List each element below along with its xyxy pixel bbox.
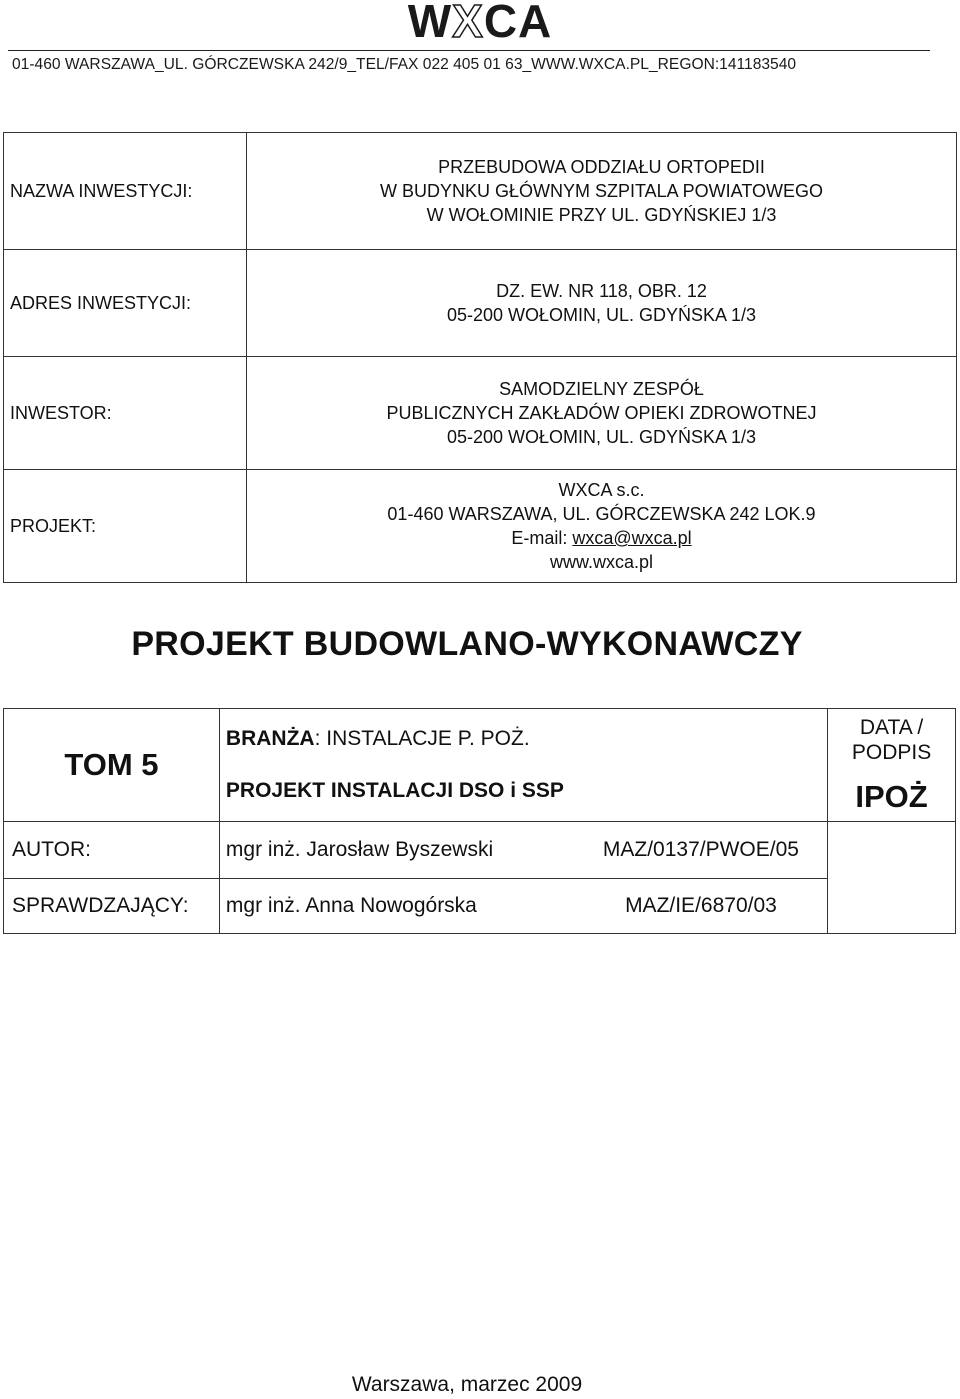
ipoz-label: IPOŻ bbox=[855, 779, 928, 814]
investment-info-table bbox=[3, 132, 957, 583]
company-logo bbox=[0, 0, 960, 47]
email-prefix: E-mail: bbox=[511, 528, 573, 548]
discipline-label: BRANŻA bbox=[225, 727, 315, 750]
text-line: SAMODZIELNY ZESPÓŁ bbox=[499, 379, 704, 399]
table-row bbox=[4, 357, 957, 470]
volume-table bbox=[3, 708, 956, 934]
logo-letter-x: X bbox=[452, 0, 484, 47]
website-text: www.wxca.pl bbox=[549, 552, 654, 572]
project-label: PROJEKT: bbox=[4, 470, 247, 583]
author-role: AUTOR: bbox=[4, 822, 220, 879]
text-line: W WOŁOMINIE PRZY UL. GDYŃSKIEJ 1/3 bbox=[426, 205, 777, 225]
logo-letter-w: W bbox=[407, 0, 453, 47]
date-label: DATA / bbox=[859, 716, 924, 739]
table-row bbox=[4, 709, 956, 822]
email-line bbox=[247, 526, 956, 550]
table-row bbox=[4, 822, 956, 879]
logo-letters-ca: CA bbox=[483, 0, 553, 47]
email-link[interactable]: wxca@wxca.pl bbox=[572, 528, 692, 548]
table-row bbox=[4, 133, 957, 250]
signature-box bbox=[828, 822, 956, 934]
text-line: 05-200 WOŁOMIN, UL. GDYŃSKA 1/3 bbox=[446, 427, 757, 447]
project-value bbox=[247, 470, 957, 583]
author-license: MAZ/0137/PWOE/05 bbox=[575, 822, 828, 879]
table-row bbox=[4, 470, 957, 583]
author-name: mgr inż. Jarosław Byszewski bbox=[219, 822, 574, 879]
company-contact-line: 01-460 WARSZAWA_UL. GÓRCZEWSKA 242/9_TEL/FAX 022 405 01 63_WWW.WXCA.PL_REGON:141183540 bbox=[12, 56, 797, 73]
table-row bbox=[4, 879, 956, 934]
text-line: DZ. EW. NR 118, OBR. 12 bbox=[496, 281, 707, 301]
date-sign-cell bbox=[828, 709, 956, 822]
checker-role: SPRAWDZAJĄCY: bbox=[4, 879, 220, 934]
checker-name: mgr inż. Anna Nowogórska bbox=[219, 879, 574, 934]
investment-address-label: ADRES INWESTYCJI: bbox=[4, 250, 247, 357]
discipline-value: : INSTALACJE P. POŻ. bbox=[314, 727, 530, 750]
project-name: PROJEKT INSTALACJI DSO i SSP bbox=[225, 779, 564, 802]
investor-label: INWESTOR: bbox=[4, 357, 247, 470]
investment-name-value bbox=[247, 133, 957, 250]
footer-place-date: Warszawa, marzec 2009 bbox=[351, 1373, 583, 1396]
text-line: WXCA s.c. bbox=[558, 480, 645, 500]
header-divider bbox=[8, 50, 930, 51]
checker-license: MAZ/IE/6870/03 bbox=[575, 879, 828, 934]
text-line: PRZEBUDOWA ODDZIAŁU ORTOPEDII bbox=[438, 157, 765, 177]
investor-value bbox=[247, 357, 957, 470]
table-row bbox=[4, 250, 957, 357]
text-line: 01-460 WARSZAWA, UL. GÓRCZEWSKA 242 LOK.9 bbox=[387, 504, 816, 524]
text-line: 05-200 WOŁOMIN, UL. GDYŃSKA 1/3 bbox=[446, 305, 757, 325]
sign-label: PODPIS bbox=[851, 741, 932, 764]
discipline-cell bbox=[219, 709, 827, 822]
text-line: PUBLICZNYCH ZAKŁADÓW OPIEKI ZDROWOTNEJ bbox=[386, 403, 817, 423]
investment-name-label: NAZWA INWESTYCJI: bbox=[4, 133, 247, 250]
page-title: PROJEKT BUDOWLANO-WYKONAWCZY bbox=[131, 625, 803, 663]
text-line: W BUDYNKU GŁÓWNYM SZPITALA POWIATOWEGO bbox=[379, 181, 824, 201]
investment-address-value bbox=[247, 250, 957, 357]
discipline-line bbox=[226, 727, 827, 751]
volume-number: TOM 5 bbox=[4, 709, 220, 822]
